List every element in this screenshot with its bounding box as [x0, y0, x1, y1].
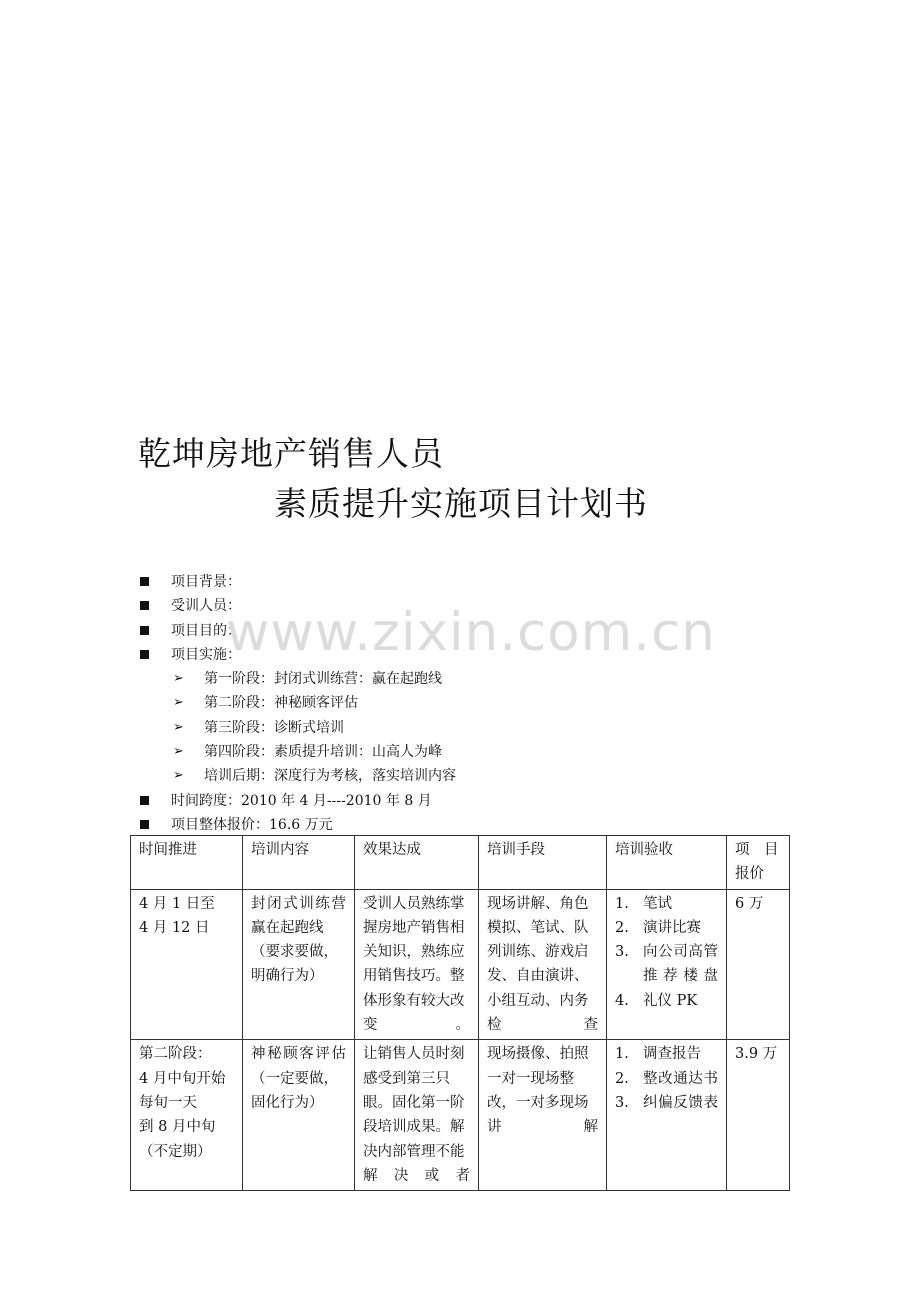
plan-table	[130, 835, 790, 1191]
square-bullet-icon	[140, 601, 149, 610]
cell-price: 6 万	[727, 889, 790, 1040]
header-method: 培训手段	[479, 836, 607, 890]
acceptance-list	[615, 1042, 718, 1115]
list-item: 1. 调查报告	[615, 1046, 701, 1063]
table-row	[131, 1040, 790, 1191]
arrow-bullet-icon: ➢	[173, 671, 184, 687]
acceptance-list	[615, 892, 718, 1013]
cell-acceptance	[607, 1040, 727, 1191]
square-bullet-icon	[140, 650, 149, 659]
list-item: 3. 向公司高管推荐楼盘	[615, 944, 718, 985]
cell-content: 神秘顾客评估 （一定要做，固化行为）	[243, 1040, 355, 1191]
arrow-bullet-icon: ➢	[173, 768, 184, 784]
cell-method: 现场讲解、角色模拟、笔试、队列训练、游戏启发、自由演讲、小组互动、内务检查	[479, 889, 607, 1040]
cell-time: 第二阶段： 4 月中旬开始 每旬一天 到 8 月中旬 （不定期）	[131, 1040, 243, 1191]
arrow-bullet-icon: ➢	[173, 744, 184, 760]
cell-method: 现场摄像、拍照一对一现场整改，一对多现场讲解	[479, 1040, 607, 1191]
header-acceptance: 培训验收	[607, 836, 727, 890]
table-row	[131, 889, 790, 1040]
cell-price: 3.9 万	[727, 1040, 790, 1191]
header-content: 培训内容	[243, 836, 355, 890]
cell-effect: 让销售人员时刻感受到第三只眼。固化第一阶段培训成果。解决内部管理不能解决或者	[355, 1040, 479, 1191]
doc-title-line1: 乾坤房地产销售人员	[138, 434, 444, 473]
doc-title-line2: 素质提升实施项目计划书	[274, 484, 648, 523]
list-item: 2. 整改通达书	[615, 1070, 718, 1087]
header-time: 时间推进	[131, 836, 243, 890]
table-header-row	[131, 836, 790, 890]
square-bullet-icon	[140, 796, 149, 805]
cell-time: 4 月 1 日至 4 月 12 日	[131, 889, 243, 1040]
cell-effect: 受训人员熟练掌握房地产销售相关知识，熟练应用销售技巧。整体形象有较大改变。	[355, 889, 479, 1040]
arrow-bullet-icon: ➢	[173, 719, 184, 735]
cell-content: 封闭式训练营 赢在起跑线 （要求要做，明确行为）	[243, 889, 355, 1040]
watermark-text: www.zixin.com.cn	[226, 602, 716, 663]
square-bullet-icon	[140, 626, 149, 635]
header-effect: 效果达成	[355, 836, 479, 890]
list-item: 2. 演讲比赛	[615, 919, 701, 936]
list-item: 4. 礼仪 PK	[615, 992, 698, 1009]
header-price: 项 目 报价	[727, 836, 790, 890]
arrow-bullet-icon: ➢	[173, 695, 184, 711]
cell-acceptance	[607, 889, 727, 1040]
list-item: 1. 笔试	[615, 895, 672, 912]
square-bullet-icon	[140, 577, 149, 586]
square-bullet-icon	[140, 820, 149, 829]
list-item: 3. 纠偏反馈表	[615, 1094, 718, 1111]
